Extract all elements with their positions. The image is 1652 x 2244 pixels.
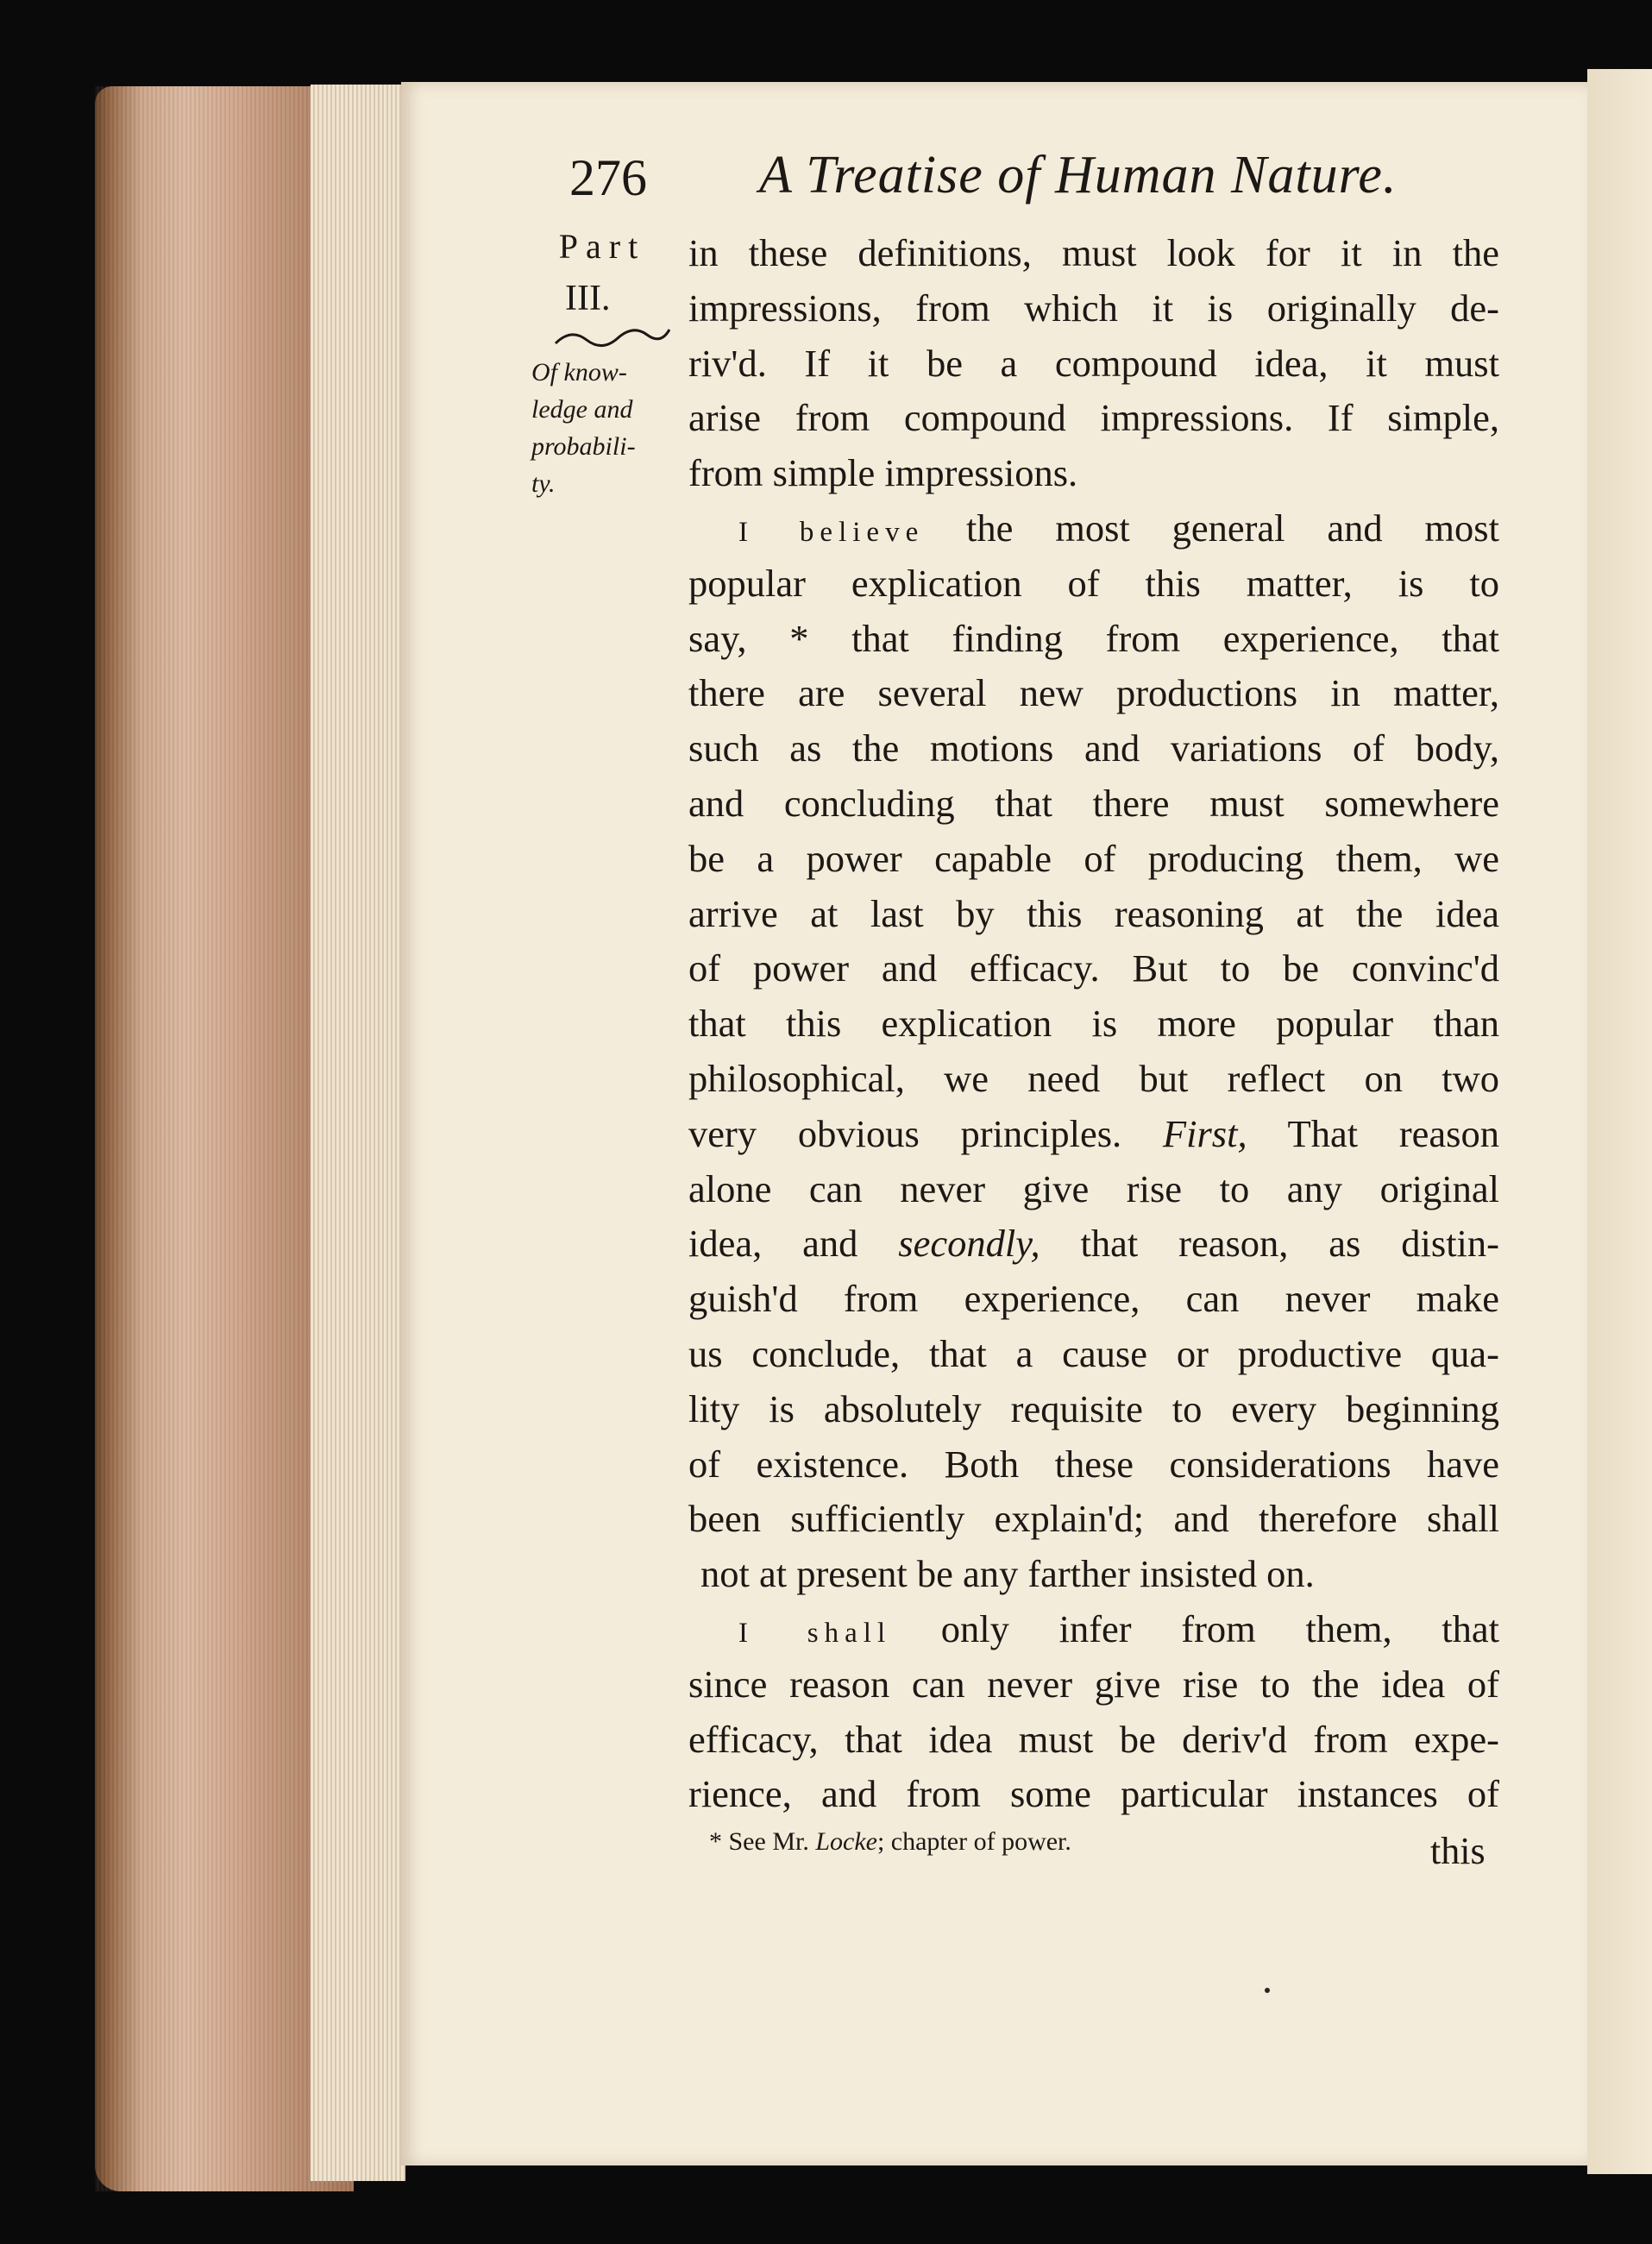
italic-word: secondly, bbox=[898, 1222, 1040, 1266]
text-line: say, * that finding from experience, that bbox=[688, 616, 1499, 660]
footnote bbox=[709, 1827, 1071, 1857]
text-line: efficacy, that idea must be deriv'd from expe- bbox=[688, 1717, 1499, 1761]
smallcaps-opening: I shall bbox=[738, 1617, 892, 1649]
text-line: of power and efficacy. But to be convinc'd bbox=[688, 946, 1499, 990]
text-fragment: very obvious principles. bbox=[688, 1111, 1163, 1155]
paragraph-start bbox=[688, 501, 1499, 556]
text-line: popular explication of this matter, is to bbox=[688, 561, 1499, 605]
page-number: 276 bbox=[569, 149, 647, 206]
text-line: that this explication is more popular than bbox=[688, 1002, 1499, 1046]
text-fragment: That reason bbox=[1247, 1111, 1499, 1155]
margin-note-line: ledge and bbox=[531, 395, 633, 424]
catchword: this bbox=[1430, 1830, 1486, 1872]
text-line: been sufficiently explain'd; and therefore shall bbox=[688, 1497, 1499, 1541]
body-text bbox=[688, 226, 1499, 1822]
text-line: since reason can never give rise to the idea of bbox=[688, 1662, 1499, 1706]
text-line: us conclude, that a cause or productive qua- bbox=[688, 1331, 1499, 1375]
margin-note bbox=[531, 354, 669, 502]
text-line: from simple impressions. bbox=[688, 451, 1078, 495]
text-line bbox=[688, 1216, 1499, 1272]
ink-speck bbox=[1265, 1988, 1270, 1993]
text-line: arrive at last by this reasoning at the idea bbox=[688, 891, 1499, 935]
text-line: impressions, from which it is originally de- bbox=[688, 286, 1499, 330]
text-line: philosophical, we need but reflect on two bbox=[688, 1056, 1499, 1100]
text-line: and concluding that there must somewhere bbox=[688, 781, 1499, 825]
text-line bbox=[688, 1107, 1499, 1162]
footnote-marker: * bbox=[709, 1827, 722, 1856]
text-line: in these definitions, must look for it in the bbox=[688, 231, 1499, 274]
text-fragment: idea, and bbox=[688, 1222, 899, 1266]
text-line: lity is absolutely requisite to every beginning bbox=[688, 1386, 1499, 1430]
text-line: not at present be any farther insisted on. bbox=[700, 1552, 1315, 1596]
paragraph-start bbox=[688, 1602, 1499, 1657]
italic-word: Locke bbox=[815, 1827, 877, 1856]
italic-word: First, bbox=[1162, 1111, 1247, 1155]
text-line: of existence. Both these considerations have bbox=[688, 1442, 1499, 1486]
text-line: such as the motions and variations of body, bbox=[688, 726, 1499, 770]
text-line: alone can never give rise to any original bbox=[688, 1166, 1499, 1210]
smallcaps-opening: I believe bbox=[738, 516, 925, 548]
margin-note-line: probabili- bbox=[531, 432, 636, 461]
text-fragment: ; chapter of power. bbox=[876, 1827, 1071, 1856]
text-fragment: that reason, as distin- bbox=[1040, 1222, 1499, 1266]
margin-note-line: Of know- bbox=[531, 358, 627, 387]
running-title: A Treatise of Human Nature. bbox=[759, 146, 1398, 204]
text-line: arise from compound impressions. If simple, bbox=[688, 396, 1499, 440]
ornament-tilde-icon bbox=[552, 326, 673, 350]
text-line: there are several new productions in matter, bbox=[688, 671, 1499, 715]
text-fragment: See Mr. bbox=[722, 1827, 816, 1856]
facing-page-edge bbox=[1587, 69, 1652, 2174]
text-line: be a power capable of producing them, we bbox=[688, 836, 1499, 880]
text-line: riv'd. If it be a compound idea, it must bbox=[688, 341, 1499, 385]
margin-part-number: III. bbox=[565, 279, 611, 318]
margin-note-line: ty. bbox=[531, 469, 556, 498]
text-line: rience, and from some particular instances of bbox=[688, 1772, 1499, 1816]
text-fragment: the most general and most bbox=[924, 506, 1499, 550]
text-fragment: only infer from them, that bbox=[891, 1606, 1499, 1650]
text-line: guish'd from experience, can never make bbox=[688, 1277, 1499, 1321]
page-stack bbox=[311, 85, 405, 2181]
margin-part-label: Part bbox=[558, 227, 646, 266]
